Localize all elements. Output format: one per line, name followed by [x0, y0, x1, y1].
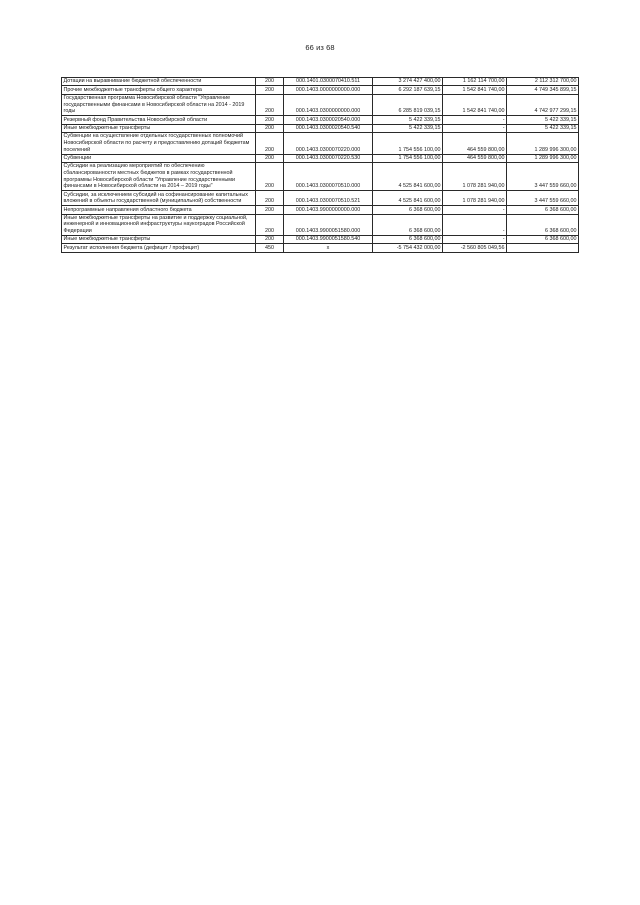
budget-classification-code-cell: 000.1403.0300020540.000 — [284, 116, 373, 124]
line-code-cell: 200 — [256, 124, 284, 132]
budget-classification-code-cell: x — [284, 244, 373, 252]
budget-classification-code-cell: 000.1403.0300070220.000 — [284, 133, 373, 155]
remaining-amount-cell: 5 422 339,15 — [507, 124, 579, 132]
budget-classification-code-cell: 000.1403.9900051580.000 — [284, 214, 373, 236]
line-code-cell: 200 — [256, 214, 284, 236]
executed-amount-cell: - — [443, 214, 507, 236]
remaining-amount-cell: 3 447 559 660,00 — [507, 191, 579, 206]
executed-amount-cell: 1 078 281 940,00 — [443, 163, 507, 191]
approved-amount-cell: 6 292 187 639,15 — [373, 86, 443, 94]
table-row — [62, 116, 579, 124]
remaining-amount-cell: 6 368 600,00 — [507, 206, 579, 214]
executed-amount-cell: - — [443, 116, 507, 124]
expense-name-cell: Субвенции — [62, 154, 256, 162]
line-code-cell: 200 — [256, 86, 284, 94]
table-row — [62, 154, 579, 162]
budget-classification-code-cell: 000.1401.0300070410.511 — [284, 78, 373, 86]
executed-amount-cell: - — [443, 236, 507, 244]
approved-amount-cell: 6 285 819 039,15 — [373, 94, 443, 116]
remaining-amount-cell: 4 742 977 299,15 — [507, 94, 579, 116]
approved-amount-cell: 5 422 339,15 — [373, 124, 443, 132]
budget-execution-table — [61, 77, 579, 253]
budget-classification-code-cell: 000.1403.0000000000.000 — [284, 86, 373, 94]
budget-classification-code-cell: 000.1403.0300070220.530 — [284, 154, 373, 162]
approved-amount-cell: 3 274 427 400,00 — [373, 78, 443, 86]
table-body — [62, 78, 579, 253]
page-number: 66 из 68 — [305, 43, 335, 52]
executed-amount-cell: - — [443, 124, 507, 132]
budget-classification-code-cell: 000.1403.0300020540.540 — [284, 124, 373, 132]
expense-name-cell: Резервный фонд Правительства Новосибирской области — [62, 116, 256, 124]
remaining-amount-cell: 6 368 600,00 — [507, 214, 579, 236]
executed-amount-cell: 1 542 841 740,00 — [443, 86, 507, 94]
remaining-amount-cell: 1 289 996 300,00 — [507, 133, 579, 155]
approved-amount-cell: 4 525 841 600,00 — [373, 163, 443, 191]
approved-amount-cell: 4 525 841 600,00 — [373, 191, 443, 206]
remaining-amount-cell: 4 749 345 899,15 — [507, 86, 579, 94]
table-row — [62, 244, 579, 252]
executed-amount-cell: 464 559 800,00 — [443, 133, 507, 155]
table-row — [62, 163, 579, 191]
line-code-cell: 200 — [256, 154, 284, 162]
remaining-amount-cell: 5 422 339,15 — [507, 116, 579, 124]
approved-amount-cell: 1 754 556 100,00 — [373, 133, 443, 155]
table-row — [62, 124, 579, 132]
budget-classification-code-cell: 000.1403.0300070510.000 — [284, 163, 373, 191]
expense-name-cell: Дотации на выравнивание бюджетной обеспеченности — [62, 78, 256, 86]
expense-name-cell: Субвенции на осуществление отдельных государственных полномочий Новосибирской области по расчету и предоставлению дотаций бюджетам поселений — [62, 133, 256, 155]
remaining-amount-cell — [507, 244, 579, 252]
expense-name-cell: Иные межбюджетные трансферты — [62, 124, 256, 132]
expense-name-cell: Прочие межбюджетные трансферты общего характера — [62, 86, 256, 94]
table-row — [62, 206, 579, 214]
remaining-amount-cell: 1 289 996 300,00 — [507, 154, 579, 162]
expense-name-cell: Субсидии на реализацию мероприятий по обеспечению сбалансированности местных бюджетов в рамках государственной программы Новосибирской области "Управление государственными финансами в Новосибирской области на 2014 – 2019 годы" — [62, 163, 256, 191]
table-row — [62, 133, 579, 155]
line-code-cell: 200 — [256, 206, 284, 214]
approved-amount-cell: 5 422 339,15 — [373, 116, 443, 124]
line-code-cell: 200 — [256, 236, 284, 244]
expense-name-cell: Субсидии, за исключением субсидий на софинансирование капитальных вложений в объекты государственной (муниципальной) собственности — [62, 191, 256, 206]
line-code-cell: 450 — [256, 244, 284, 252]
budget-classification-code-cell: 000.1403.9900000000.000 — [284, 206, 373, 214]
remaining-amount-cell: 3 447 559 660,00 — [507, 163, 579, 191]
table-row — [62, 236, 579, 244]
line-code-cell: 200 — [256, 163, 284, 191]
executed-amount-cell: 1 162 114 700,00 — [443, 78, 507, 86]
budget-classification-code-cell: 000.1403.0300000000.000 — [284, 94, 373, 116]
table-row — [62, 94, 579, 116]
executed-amount-cell: 1 542 841 740,00 — [443, 94, 507, 116]
remaining-amount-cell: 6 368 600,00 — [507, 236, 579, 244]
expense-name-cell: Результат исполнения бюджета (дефицит / профицит) — [62, 244, 256, 252]
executed-amount-cell: 1 078 281 940,00 — [443, 191, 507, 206]
line-code-cell: 200 — [256, 94, 284, 116]
line-code-cell: 200 — [256, 191, 284, 206]
approved-amount-cell: 6 368 600,00 — [373, 214, 443, 236]
expense-name-cell: Иные межбюджетные трансферты — [62, 236, 256, 244]
table-row — [62, 78, 579, 86]
line-code-cell: 200 — [256, 116, 284, 124]
approved-amount-cell: 6 368 600,00 — [373, 236, 443, 244]
executed-amount-cell: - — [443, 206, 507, 214]
budget-classification-code-cell: 000.1403.0300070510.521 — [284, 191, 373, 206]
table-row — [62, 191, 579, 206]
executed-amount-cell: 464 559 800,00 — [443, 154, 507, 162]
expense-name-cell: Непрограммные направления областного бюджета — [62, 206, 256, 214]
approved-amount-cell: 6 368 600,00 — [373, 206, 443, 214]
budget-classification-code-cell: 000.1403.9900051580.540 — [284, 236, 373, 244]
table-row — [62, 214, 579, 236]
approved-amount-cell: -5 754 432 000,00 — [373, 244, 443, 252]
remaining-amount-cell: 2 112 312 700,00 — [507, 78, 579, 86]
table-row — [62, 86, 579, 94]
executed-amount-cell: -2 560 805 049,56 — [443, 244, 507, 252]
line-code-cell: 200 — [256, 133, 284, 155]
approved-amount-cell: 1 754 556 100,00 — [373, 154, 443, 162]
line-code-cell: 200 — [256, 78, 284, 86]
expense-name-cell: Иные межбюджетные трансферты на развитие и поддержку социальной, инженерной и инновационной инфраструктуры наукоградов Российской Федерации — [62, 214, 256, 236]
expense-name-cell: Государственная программа Новосибирской области "Управление государственными финансами в Новосибирской области на 2014 - 2019 годы — [62, 94, 256, 116]
